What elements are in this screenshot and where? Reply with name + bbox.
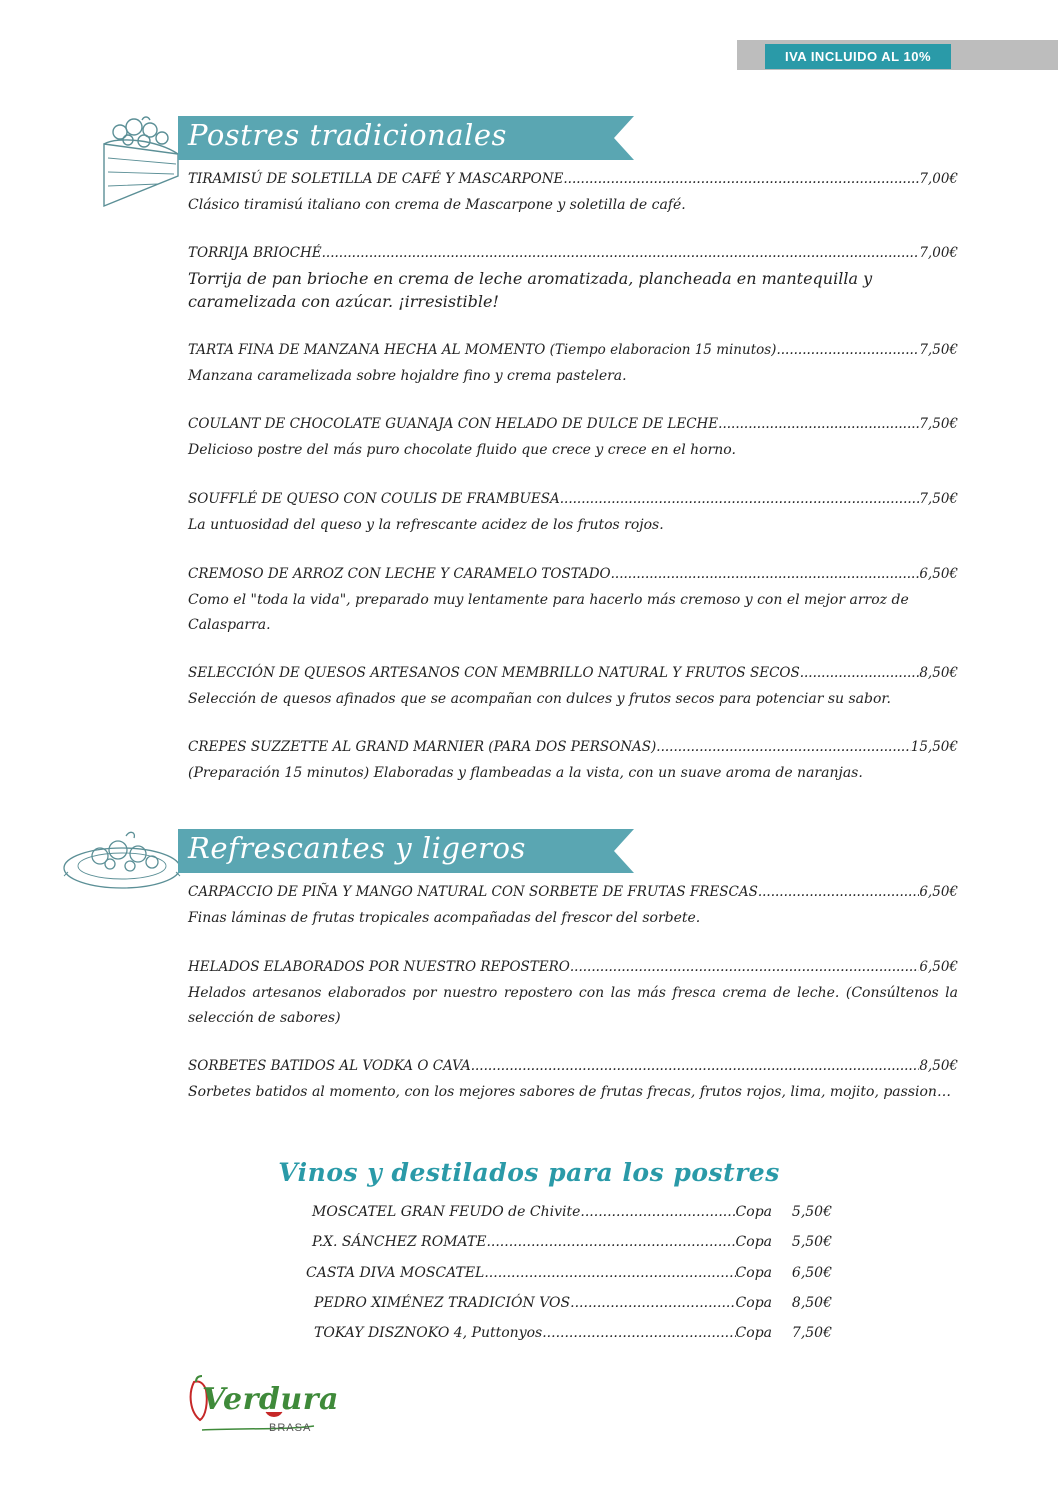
item-description: La untuosidad del queso y la refrescante acidez de los frutos rojos. (188, 517, 664, 533)
menu-item (188, 243, 958, 313)
wine-unit: Copa (735, 1265, 772, 1281)
wine-price: 5,50€ (791, 1234, 832, 1250)
wine-row (312, 1232, 832, 1252)
item-price: 6,50€ (919, 959, 958, 975)
wine-unit: Copa (735, 1325, 772, 1341)
item-description: Como el "toda la vida", preparado muy lentamente para hacerlo más cremoso y con el mejor arroz de Calasparra. (188, 592, 909, 633)
wine-name: PEDRO XIMÉNEZ TRADICIÓN VOS (314, 1295, 571, 1311)
item-name: CARPACCIO DE PIÑA Y MANGO NATURAL CON SORBETE DE FRUTAS FRESCAS (188, 884, 758, 900)
cake-slice-illustration (98, 114, 184, 214)
wine-name: CASTA DIVA MOSCATEL (306, 1265, 485, 1281)
wine-row (306, 1263, 832, 1283)
wine-row (314, 1293, 832, 1313)
brand-logo (186, 1372, 339, 1447)
menu-item (188, 957, 958, 1031)
item-name: SORBETES BATIDOS AL VODKA O CAVA (188, 1058, 471, 1074)
leader-dots (580, 1202, 735, 1222)
brand-subtitle: BRASA (269, 1422, 312, 1434)
item-description: Delicioso postre del más puro chocolate fluido que crece y crece en el horno. (188, 442, 736, 458)
leader-dots (776, 340, 919, 360)
item-name: CREPES SUZZETTE AL GRAND MARNIER (PARA DOS PERSONAS) (188, 739, 657, 755)
menu-item (188, 663, 958, 712)
wine-price: 7,50€ (791, 1325, 832, 1341)
section-banner-refrescantes (178, 829, 634, 873)
wine-unit: Copa (735, 1204, 772, 1220)
wine-name: TOKAY DISZNOKO 4, Puttonyos (314, 1325, 543, 1341)
item-name: SOUFFLÉ DE QUESO CON COULIS DE FRAMBUESA (188, 491, 560, 507)
wines-heading: Vinos y destilados para los postres (278, 1158, 780, 1187)
item-name: TIRAMISÚ DE SOLETILLA DE CAFÉ Y MASCARPONE (188, 171, 564, 187)
leader-dots (570, 957, 919, 977)
menu-item (188, 1056, 958, 1105)
wine-unit: Copa (735, 1295, 772, 1311)
leader-dots (718, 414, 919, 434)
brand-name: Verdura (202, 1382, 339, 1417)
item-price: 8,50€ (919, 1058, 958, 1074)
leader-dots (484, 1263, 735, 1283)
tax-note-badge: IVA INCLUIDO AL 10% (765, 44, 951, 69)
item-name: TARTA FINA DE MANZANA HECHA AL MOMENTO (Tiempo elaboracion 15 minutos) (188, 342, 777, 358)
menu-item (188, 489, 958, 538)
item-name: TORRIJA BRIOCHÉ (188, 245, 322, 261)
menu-item (188, 882, 958, 931)
leader-dots (486, 1232, 735, 1252)
leader-dots (471, 1056, 920, 1076)
menu-item (188, 340, 958, 389)
item-description: Selección de quesos afinados que se acompañan con dulces y frutos secos para potenciar su sabor. (188, 691, 892, 707)
section-title: Postres tradicionales (188, 118, 507, 152)
leader-dots (570, 1293, 735, 1313)
item-description: Torrija de pan brioche en crema de leche aromatizada, plancheada en mantequilla y caramelizada con azúcar. ¡irresistible! (188, 269, 873, 311)
item-name: HELADOS ELABORADOS POR NUESTRO REPOSTERO (188, 959, 570, 975)
item-description: (Preparación 15 minutos) Elaboradas y flambeadas a la vista, con un suave aroma de naranjas. (188, 765, 863, 781)
wine-price: 6,50€ (791, 1265, 832, 1281)
wine-unit: Copa (735, 1234, 772, 1250)
fruit-plate-illustration (60, 826, 184, 896)
leader-dots (542, 1323, 735, 1343)
item-description: Clásico tiramisú italiano con crema de Mascarpone y soletilla de café. (188, 197, 686, 213)
menu-item (188, 737, 958, 786)
item-price: 7,00€ (919, 245, 958, 261)
wine-name: MOSCATEL GRAN FEUDO de Chivite (312, 1204, 581, 1220)
section-title: Refrescantes y ligeros (188, 831, 526, 865)
wine-row (312, 1202, 832, 1222)
item-price: 7,00€ (919, 171, 958, 187)
item-price: 15,50€ (910, 739, 958, 755)
wine-name: P.X. SÁNCHEZ ROMATE (312, 1234, 487, 1250)
leader-dots (758, 882, 920, 902)
item-price: 7,50€ (919, 416, 958, 432)
item-name: SELECCIÓN DE QUESOS ARTESANOS CON MEMBRILLO NATURAL Y FRUTOS SECOS (188, 665, 800, 681)
item-price: 6,50€ (919, 566, 958, 582)
leader-dots (563, 169, 919, 189)
item-description: Manzana caramelizada sobre hojaldre fino y crema pastelera. (188, 368, 627, 384)
item-description: Finas láminas de frutas tropicales acompañadas del frescor del sorbete. (188, 910, 701, 926)
leader-dots (611, 564, 920, 584)
item-price: 6,50€ (919, 884, 958, 900)
leader-dots (322, 243, 920, 263)
leader-dots (656, 737, 910, 757)
menu-item (188, 414, 958, 463)
item-name: CREMOSO DE ARROZ CON LECHE Y CARAMELO TOSTADO (188, 566, 611, 582)
item-name: COULANT DE CHOCOLATE GUANAJA CON HELADO DE DULCE DE LECHE (188, 416, 719, 432)
wine-row (314, 1323, 832, 1343)
wine-price: 8,50€ (791, 1295, 832, 1311)
section-banner-postres (178, 116, 634, 160)
wine-price: 5,50€ (791, 1204, 832, 1220)
item-description: Sorbetes batidos al momento, con los mejores sabores de frutas frecas, frutos rojos, lima, mojito, passion… (188, 1084, 951, 1100)
item-price: 7,50€ (919, 491, 958, 507)
item-description: Helados artesanos elaborados por nuestro repostero con las más fresca crema de leche. (Consúltenos la selección de sabores) (188, 985, 958, 1026)
menu-item (188, 169, 958, 218)
leader-dots (800, 663, 920, 683)
item-price: 8,50€ (919, 665, 958, 681)
menu-item (188, 564, 958, 638)
item-price: 7,50€ (919, 342, 958, 358)
leader-dots (560, 489, 920, 509)
